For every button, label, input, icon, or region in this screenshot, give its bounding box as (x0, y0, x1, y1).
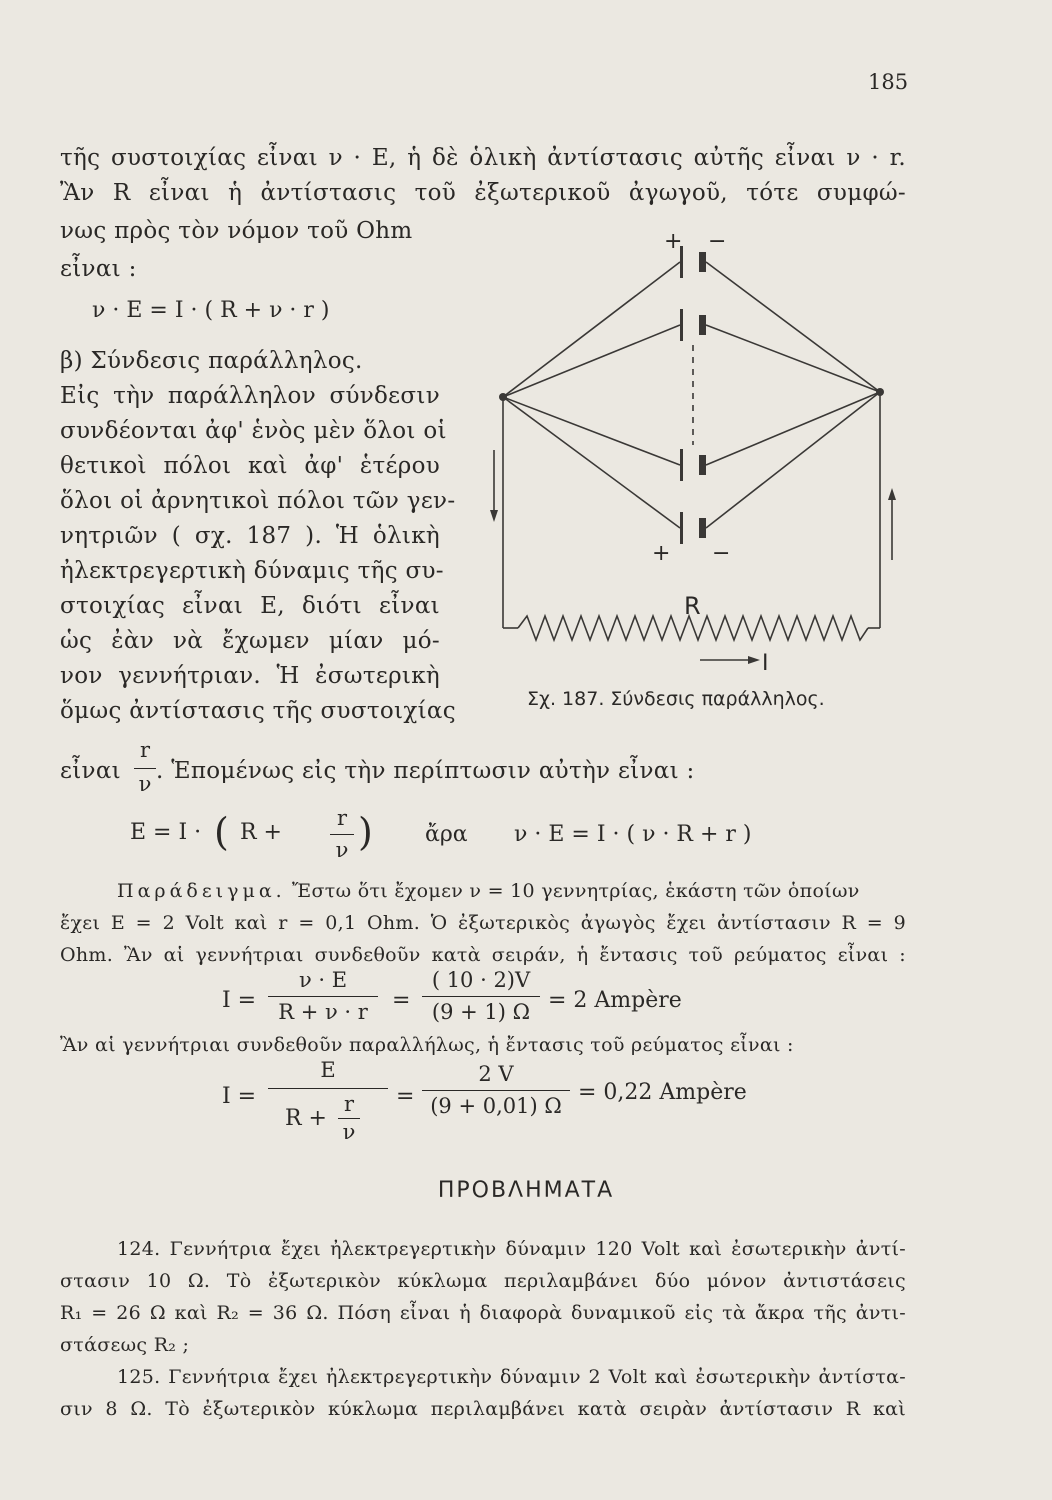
eq2-num1: E (320, 1058, 336, 1082)
plus-top-label: + (664, 229, 683, 254)
wire-left-cell-4 (503, 397, 680, 528)
resistor-label: R (684, 592, 701, 620)
parallel-line-8: ὡς ἐὰν νὰ ἔχωμεν μίαν μό- (60, 628, 440, 654)
eq2-den-frac-bar (338, 1118, 360, 1119)
series-equation: ν · Ε = I · ( R + ν · r ) (92, 298, 330, 323)
left-node (499, 393, 507, 401)
eq2-den-frac-den: ν (342, 1120, 356, 1144)
minus-top-label: − (708, 229, 727, 254)
parallel-eq-ara: ἄρα (425, 822, 468, 847)
eq1-eq-sign: = (392, 988, 411, 1013)
figure-caption: Σχ. 187. Σύνδεσις παράλληλος. (527, 688, 825, 710)
cell-3-positive-plate (680, 449, 683, 481)
page-number: 185 (868, 70, 909, 94)
eq2-bar1 (268, 1088, 388, 1089)
cell-1-negative-plate (699, 252, 706, 272)
eq2-result: = 0,22 Ampère (578, 1080, 747, 1105)
parallel-eq-left: E = I · (130, 820, 202, 845)
parallel-line-6: ἠλεκτρεγερτικὴ δύναμις τῆς συ- (60, 558, 444, 584)
cell-4-negative-plate (699, 518, 706, 538)
problem-line-2: στασιν 10 Ω. Τὸ ἐξωτερικὸν κύκλωμα περιλαμβάνει δύο μόνον ἀντιστάσεις (60, 1270, 906, 1292)
intro-line-3: νως πρὸς τὸν νόμον τοῦ Ohm (60, 218, 413, 244)
r-numerator: r (139, 738, 151, 762)
eq1-bar2 (422, 996, 540, 997)
eq2-I: I = (222, 1084, 257, 1109)
eq1-den1: R + ν · r (278, 1000, 368, 1024)
open-paren: ( (214, 810, 229, 854)
example-line-1-rest: Ἔστω ὅτι ἔχομεν ν = 10 γεννητρίας, ἑκάστη τῶν ὁποίων (285, 880, 860, 902)
wire-left-cell-3 (503, 397, 680, 465)
wire-left-cell-1 (503, 262, 680, 397)
eq2-num2: 2 V (478, 1062, 514, 1086)
parallel-line-10: ὅμως ἀντίστασις τῆς συστοιχίας (60, 698, 456, 724)
intro-line-2: Ἂν R εἶναι ἡ ἀντίστασις τοῦ ἐξωτερικοῦ ἀγωγοῦ, τότε συμφώ- (60, 180, 906, 206)
close-paren: ) (358, 810, 373, 854)
eq1-bar1 (268, 996, 378, 997)
problem-line-3: R₁ = 26 Ω καὶ R₂ = 36 Ω. Πόση εἶναι ἡ διαφορὰ δυναμικοῦ εἰς τὰ ἄκρα τῆς ἀντι- (60, 1302, 906, 1324)
arrow-up-head (888, 488, 896, 500)
arrow-down-head (490, 510, 498, 522)
right-node (876, 388, 884, 396)
parallel-line-5: νητριῶν ( σχ. 187 ). Ἡ ὁλικὴ (60, 523, 440, 549)
parallel-line-3: θετικοὶ πόλοι καὶ ἀφ' ἑτέρου (60, 453, 440, 479)
eq1-num2: ( 10 · 2)V (431, 968, 531, 992)
eq2-den2: (9 + 0,01) Ω (430, 1094, 562, 1118)
arrow-current-head (748, 656, 760, 664)
parallel-line-2: συνδέονται ἀφ' ἑνὸς μὲν ὅλοι οἱ (60, 418, 447, 444)
einai-prefix: εἶναι (60, 758, 121, 784)
minus-bottom-label: − (712, 541, 731, 566)
example-line-4: Ἂν αἱ γεννήτριαι συνδεθοῦν παραλλήλως, ἡ ἔντασις τοῦ ρεύματος εἶναι : (60, 1034, 794, 1056)
wire-right-cell-4 (706, 392, 880, 528)
cell-2-negative-plate (699, 315, 706, 335)
parallel-eq-frac-num: r (336, 806, 348, 830)
cell-3-negative-plate (699, 455, 706, 475)
eq1-result: = 2 Ampère (548, 988, 682, 1013)
parallel-line-4: ὅλοι οἱ ἀρνητικοὶ πόλοι τῶν γεν- (60, 488, 456, 514)
eq1-I: I = (222, 988, 257, 1013)
parallel-line-1: Εἰς τὴν παράλληλον σύνδεσιν (60, 383, 440, 409)
eq1-den2: (9 + 1) Ω (431, 1000, 531, 1024)
intro-line-1: τῆς συστοιχίας εἶναι ν · Ε, ἡ δὲ ὁλικὴ ἀντίστασις αὐτῆς εἶναι ν · r. (60, 145, 906, 171)
wire-right-cell-1 (706, 262, 880, 392)
wire-left-cell-2 (503, 325, 680, 397)
example-line-3: Ohm. Ἂν αἱ γεννήτριαι συνδεθοῦν κατὰ σειράν, ἡ ἔντασις τοῦ ρεύματος εἶναι : (60, 944, 906, 966)
eq1-num1: ν · E (298, 968, 348, 992)
example-line-1 (117, 880, 860, 902)
problems-heading: ΠΡΟΒΛΗΜΑΤΑ (437, 1178, 615, 1203)
cell-4-positive-plate (680, 512, 683, 544)
nu-denominator: ν (138, 772, 152, 796)
cell-2-positive-plate (680, 309, 683, 341)
wire-right-cell-3 (706, 392, 880, 465)
wire-right-cell-2 (706, 325, 880, 392)
example-line-2: ἔχει Ε = 2 Volt καὶ r = 0,1 Ohm. Ὁ ἐξωτερικὸς ἀγωγὸς ἔχει ἀντίστασιν R = 9 (60, 912, 906, 934)
epomenos-text: . Ἑπομένως εἰς τὴν περίπτωσιν αὐτὴν εἶναι : (156, 758, 695, 784)
plus-bottom-label: + (652, 541, 671, 566)
parallel-eq-frac-den: ν (335, 838, 349, 862)
current-label: I (762, 651, 769, 676)
parallel-heading: β) Σύνδεσις παράλληλος. (60, 348, 363, 374)
eq2-eq-sign: = (396, 1084, 415, 1109)
problem-line-5: 125. Γεννήτρια ἔχει ἠλεκτρεγερτικὴν δύναμιν 2 Volt καὶ ἐσωτερικὴν ἀντίστα- (117, 1366, 906, 1388)
parallel-eq-inner-r: R + (240, 820, 282, 845)
eq2-bar2 (422, 1090, 570, 1091)
eq2-den1-prefix: R + (285, 1106, 327, 1131)
problem-line-4: στάσεως R₂ ; (60, 1334, 190, 1356)
parallel-eq-right: ν · E = I · ( ν · R + r ) (514, 822, 752, 847)
problem-line-1: 124. Γεννήτρια ἔχει ἠλεκτρεγερτικὴν δύναμιν 120 Volt καὶ ἐσωτερικὴν ἀντί- (117, 1238, 906, 1260)
parallel-line-7: στοιχίας εἶναι Ε, διότι εἶναι (60, 593, 440, 619)
intro-line-4: εἶναι : (60, 256, 137, 282)
problem-line-6: σιν 8 Ω. Τὸ ἐξωτερικὸν κύκλωμα περιλαμβάνει κατὰ σειρὰν ἀντίστασιν R καὶ (60, 1398, 906, 1420)
example-label: Παράδειγμα. (117, 880, 286, 902)
eq2-den-frac-num: r (343, 1092, 355, 1116)
parallel-line-9: νον γεννήτριαν. Ἡ ἐσωτερικὴ (60, 663, 440, 689)
